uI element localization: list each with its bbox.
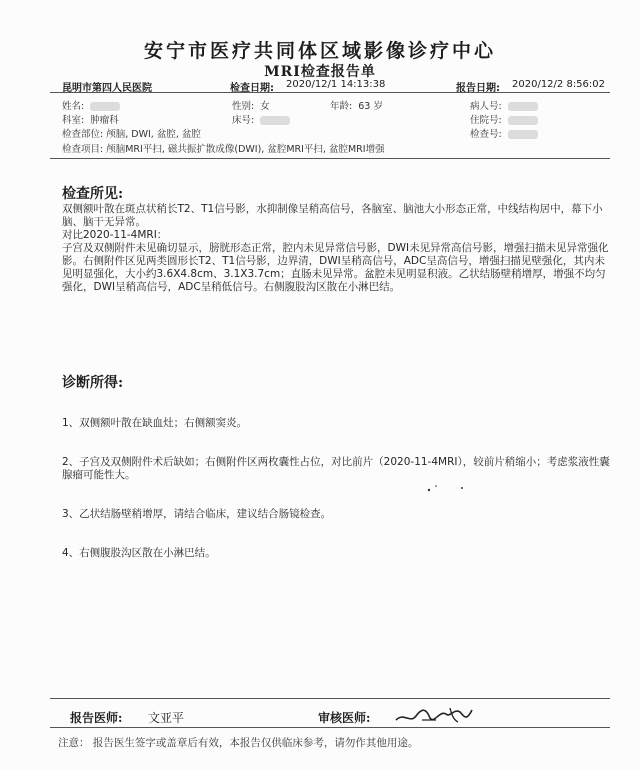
report-date: 2020/12/2 8:56:02 bbox=[512, 79, 606, 90]
sex-field bbox=[232, 98, 270, 112]
patient-no-label: 病人号: bbox=[470, 101, 502, 112]
check-date: 2020/12/1 14:13:38 bbox=[286, 79, 386, 90]
report-title: 安宁市医疗共同体区域影像诊疗中心 bbox=[143, 40, 496, 62]
redacted-inpatient-no bbox=[508, 116, 538, 125]
hospital-name: 昆明市第四人民医院 bbox=[62, 83, 152, 94]
diagnosis-heading: 诊断所得: bbox=[62, 375, 124, 391]
exam-items-value: 颅脑MRI平扫, 磁共振扩散成像(DWI), 盆腔MRI平扫, 盆腔MRI增强 bbox=[106, 144, 385, 155]
footer-divider-top bbox=[50, 698, 610, 699]
findings-heading: 检查所见: bbox=[62, 186, 124, 202]
diagnosis-item: 1、双侧额叶散在缺血灶；右侧额窦炎。 bbox=[62, 417, 248, 429]
info-divider bbox=[50, 158, 610, 159]
age-value: 63 岁 bbox=[358, 101, 383, 112]
check-no-field bbox=[470, 126, 538, 140]
reviewer-label: 审核医师: bbox=[318, 711, 371, 725]
age-label: 年龄: bbox=[330, 101, 353, 112]
dept-value: 肿瘤科 bbox=[90, 115, 119, 126]
inpatient-label: 住院号: bbox=[470, 115, 502, 126]
exam-site-label: 检查部位: bbox=[62, 129, 104, 140]
exam-items-label: 检查项目: bbox=[62, 144, 104, 155]
check-no-label: 检查号: bbox=[470, 129, 502, 140]
redacted-bed bbox=[260, 116, 290, 125]
check-date-label: 检查日期: bbox=[230, 83, 274, 94]
redacted-name bbox=[90, 102, 120, 111]
diagnosis-item: 3、乙状结肠壁稍增厚，请结合临床，建议结合肠镜检查。 bbox=[62, 508, 332, 520]
report-subtitle: MRI检查报告单 bbox=[264, 64, 376, 80]
report-date-label: 报告日期: bbox=[456, 83, 500, 94]
diagnosis-list bbox=[62, 391, 610, 586]
inpatient-field bbox=[470, 112, 538, 126]
findings-text: 双侧额叶散在斑点状稍长T2、T1信号影，水抑制像呈稍高信号，各脑室、脑池大小形态正常，中线结构居中，幕下小脑、脑干无异常。 对比2020-11-4MRI： 子宫及双侧附件未见确切显示，膀胱形态正常，腔内未见异常信号影，DWI未见异常高信号影，增强扫描未见异常强化影。右侧附件区见两类圆形长T2、T1信号影，边界清，DWI呈稍高信号，ADC呈高信号，增强扫描见壁强化，其内未见明显强化，大小约3.6X4.8cm、3.1X3.7cm；直肠未见异常。盆腔未见明显积液。乙状结肠壁稍增厚，增强不均匀强化，DWI呈稍高信号，ADC呈稍低信号。右侧腹股沟区散在小淋巴结。 bbox=[62, 203, 609, 293]
patient-name-field bbox=[62, 98, 120, 112]
reviewer-signature bbox=[392, 700, 482, 730]
footer-divider-bottom bbox=[50, 727, 610, 728]
age-field bbox=[330, 98, 383, 112]
redacted-check-no bbox=[508, 130, 538, 139]
name-label: 姓名: bbox=[62, 101, 85, 112]
dept-field bbox=[62, 112, 119, 126]
reporter-name: 文亚平 bbox=[148, 711, 185, 725]
exam-items-field bbox=[62, 141, 385, 155]
dept-label: 科室: bbox=[62, 115, 85, 126]
bed-field bbox=[232, 112, 290, 126]
sex-label: 性别: bbox=[232, 101, 255, 112]
footer-note: 注意： 报告医生签字或盖章后有效，本报告仅供临床参考，请勿作其他用途。 bbox=[58, 737, 419, 749]
patient-no-field bbox=[470, 98, 538, 112]
redacted-patient-no bbox=[508, 102, 538, 111]
reporter-label: 报告医师: bbox=[70, 711, 123, 725]
exam-site-field bbox=[62, 126, 201, 140]
diagnosis-item: 4、右侧腹股沟区散在小淋巴结。 bbox=[62, 547, 216, 559]
header-divider bbox=[50, 92, 610, 93]
bed-label: 床号: bbox=[232, 115, 255, 126]
sex-value: 女 bbox=[260, 101, 270, 112]
exam-site-value: 颅脑, DWI, 盆腔, 盆腔 bbox=[106, 129, 201, 140]
diagnosis-item: 2、子宫及双侧附件术后缺如；右侧附件区两枚囊性占位，对比前片（2020-11-4MRI），较前片稍缩小；考虑浆液性囊腺瘤可能性大。 bbox=[62, 456, 610, 481]
